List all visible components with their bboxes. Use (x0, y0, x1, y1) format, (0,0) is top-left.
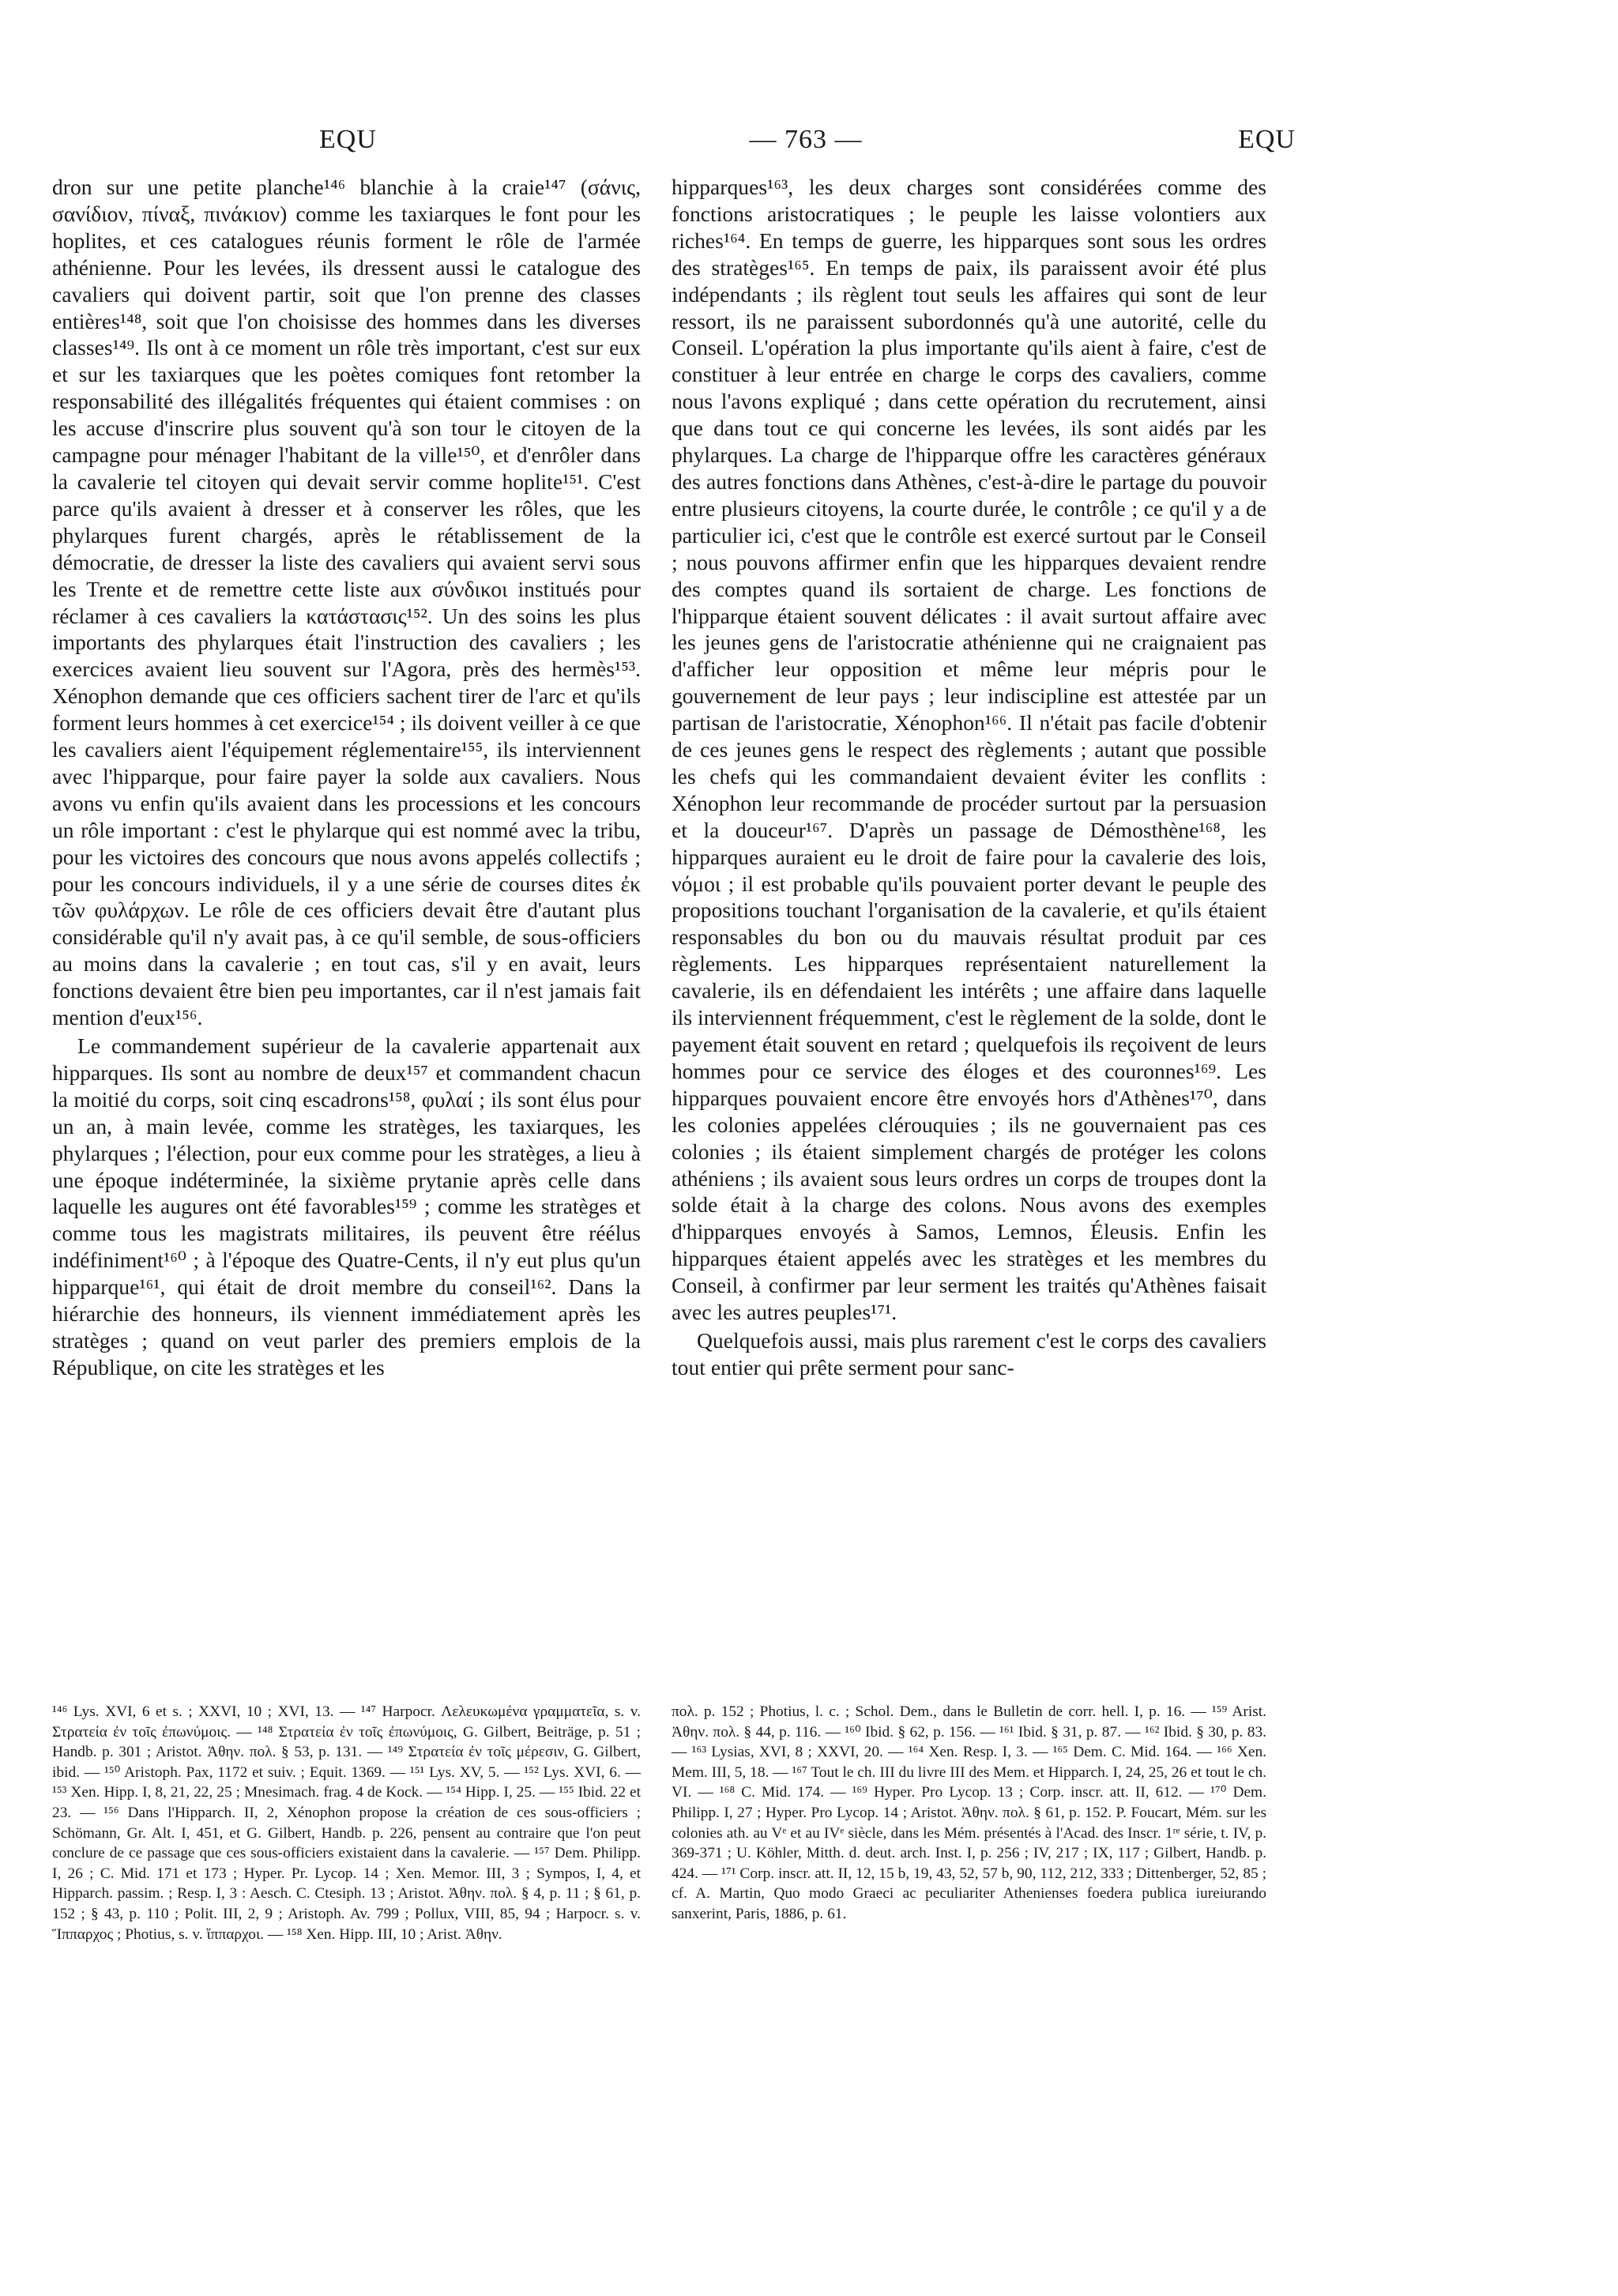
header-left-keyword: EQU (319, 125, 377, 154)
left-column (52, 174, 641, 1381)
body-paragraph: hipparques¹⁶³, les deux charges sont considérées comme des fonctions aristocratiques ; le peuple les laisse volontiers aux riches¹⁶⁴. En temps de guerre, les hipparques sont sous les ordres des stratèges¹⁶⁵. En temps de paix, ils paraissent avoir été plus indépendants ; ils règlent tout seuls les affaires qui sont de leur ressort, ils ne paraissent subordonnés qu'à une autorité, celle du Conseil. L'opération la plus importante qu'ils aient à faire, c'est de constituer à leur entrée en charge le corps des cavaliers, comme nous l'avons expliqué ; dans cette opération du recrutement, ainsi que dans tout ce qui concerne les levées, ils sont aidés par les phylarques. La charge de l'hipparque offre les caractères généraux des autres fonctions dans Athènes, c'est-à-dire le partage du pouvoir entre plusieurs citoyens, la courte durée, le contrôle ; ce qu'il y a de particulier ici, c'est que le contrôle est exercé surtout par le Conseil ; nous pouvons affirmer enfin que les hipparques devaient rendre des comptes quand ils sortaient de charge. Les fonctions de l'hipparque étaient souvent délicates : il avait surtout affaire avec les jeunes gens de l'aristocratie athénienne qui ne craignaient pas d'afficher leur opposition et même leur mépris pour le gouvernement de leur pays ; leur indiscipline est attestée par un partisan de l'aristocratie, Xénophon¹⁶⁶. Il n'était pas facile d'obtenir de ces jeunes gens le respect des règlements ; autant que possible les chefs qui les commandaient devaient éviter les conflits : Xénophon leur recommande de procéder surtout par la persuasion et la douceur¹⁶⁷. D'après un passage de Démosthène¹⁶⁸, les hipparques auraient eu le droit de faire pour la cavalerie des lois, νόμοι ; il est probable qu'ils pouvaient porter devant le peuple des propositions touchant l'organisation de la cavalerie, et qu'ils étaient responsables du bon ou du mauvais résultat produit par ces règlements. Les hipparques représentaient naturellement la cavalerie, ils en défendaient les intérêts ; une affaire dans laquelle ils interviennent fréquemment, c'est le règlement de la solde, dont le payement était souvent en retard ; quelquefois ils reçoivent de leurs hommes pour ce service des éloges et des couronnes¹⁶⁹. Les hipparques pouvaient encore être envoyés hors d'Athènes¹⁷⁰, dans les colonies appelées clérouquies ; ils ne gouvernaient pas ces colonies ; ils étaient simplement chargés de protéger les colons athéniens ; ils avaient sous leurs ordres un corps de troupes dont la solde était à la charge des colons. Nous avons des exemples d'hipparques envoyés à Samos, Lemnos, Éleusis. Enfin les hipparques étaient appelés avec les stratèges et les membres du Conseil, à confirmer par leur serment les traités qu'Athènes faisait avec les autres peuples¹⁷¹. (672, 175, 1266, 1325)
footnotes-right: πολ. p. 152 ; Photius, l. c. ; Schol. Dem., dans le Bulletin de corr. hell. I, p. 16. — ¹⁵⁹ Arist. Ἀθην. πολ. § 44, p. 116. — ¹⁶⁰ Ibid. § 62, p. 156. — ¹⁶¹ Ibid. § 31, p. 87. — ¹⁶² Ibid. § 30, p. 83. — ¹⁶³ Lysias, XVI, 8 ; XXVI, 20. — ¹⁶⁴ Xen. Resp. I, 3. — ¹⁶⁵ Dem. C. Mid. 164. — ¹⁶⁶ Xen. Mem. III, 5, 18. — ¹⁶⁷ Tout le ch. III du livre III des Mem. et Hipparch. I, 24, 25, 26 et tout le ch. VI. — ¹⁶⁸ C. Mid. 174. — ¹⁶⁹ Hyper. Pro Lycop. 13 ; Corp. inscr. att. II, 612. — ¹⁷⁰ Dem. Philipp. I, 27 ; Hyper. Pro Lycop. 14 ; Aristot. Ἀθην. πολ. § 61, p. 152. P. Foucart, Mém. sur les colonies ath. au Vᵉ et au IVᵉ siècle, dans les Mém. présentés à l'Acad. des Inscr. 1ʳᵉ série, t. IV, p. 369-371 ; U. Köhler, Mitth. d. deut. arch. Inst. I, p. 256 ; IV, 217 ; IX, 117 ; Gilbert, Handb. p. 424. — ¹⁷¹ Corp. inscr. att. II, 12, 15 b, 19, 43, 52, 57 b, 90, 112, 212, 333 ; Dittenberger, 52, 85 ; cf. A. Martin, Quo modo Graeci ac peculiariter Athenienses foedera publica iureiurando sanxerint, Paris, 1886, p. 61. (672, 1703, 1266, 1922)
body-paragraph: dron sur une petite planche¹⁴⁶ blanchie à la craie¹⁴⁷ (σάνις, σανίδιον, πίναξ, πινάκιον) comme les taxiarques le font pour les hoplites, et ces catalogues réunis forment le rôle de l'armée athénienne. Pour les levées, ils dressent aussi le catalogue des cavaliers qui doivent partir, soit que l'on prenne des classes entières¹⁴⁸, soit que l'on choisisse des hommes dans les diverses classes¹⁴⁹. Ils ont à ce moment un rôle très important, c'est sur eux et sur les taxiarques que les poètes comiques font retomber la responsabilité des illégalités fréquentes qui étaient commises : on les accuse d'inscrire plus souvent qu'à son tour le citoyen de la campagne pour ménager l'habitant de la ville¹⁵⁰, et d'enrôler dans la cavalerie tel citoyen qui devait servir comme hoplite¹⁵¹. C'est parce qu'ils avaient à dresser et à conserver les rôles, que les phylarques furent chargés, après le rétablissement de la démocratie, de dresser la liste des cavaliers qui avaient servi sous les Trente et de remettre cette liste aux σύνδικοι institués pour réclamer à ces cavaliers la κατάστασις¹⁵². Un des soins les plus importants des phylarques était l'instruction des cavaliers ; les exercices avaient lieu souvent sur l'Agora, près des hermès¹⁵³. Xénophon demande que ces officiers sachent tirer de l'arc et qu'ils forment leurs hommes à cet exercice¹⁵⁴ ; ils doivent veiller à ce que les cavaliers aient l'équipement réglementaire¹⁵⁵, ils interviennent avec l'hipparque, pour faire payer la solde aux cavaliers. Nous avons vu enfin qu'ils avaient dans les processions et les concours un rôle important : c'est le phylarque qui est nommé avec la tribu, pour les victoires des concours que nous avons appelés collectifs ; pour les concours individuels, il y a une série de courses dites ἐκ τῶν φυλάρχων. Le rôle de ces officiers devait être d'autant plus considérable qu'il n'y avait pas, à ce qu'il semble, de sous-officiers au moins dans la cavalerie ; en tout cas, s'il y en avait, leurs fonctions devaient être bien peu importantes, car il n'est jamais fait mention d'eux¹⁵⁶. (52, 175, 641, 1030)
header-right-keyword: EQU (1238, 125, 1296, 154)
body-paragraph: Le commandement supérieur de la cavalerie appartenait aux hipparques. Ils sont au nombre de deux¹⁵⁷ et commandent chacun la moitié du corps, soit cinq escadrons¹⁵⁸, φυλαί ; ils sont élus pour un an, à main levée, comme les stratèges, les taxiarques, les phylarques ; l'élection, pour eux comme pour les stratèges, a lieu à une époque indéterminée, la sixième prytanie après celle dans laquelle les augures ont été favorables¹⁵⁹ ; comme les stratèges et comme tous les magistrats militaires, ils peuvent être réélus indéfiniment¹⁶⁰ ; à l'époque des Quatre-Cents, il n'y eut plus qu'un hipparque¹⁶¹, qui était de droit membre du conseil¹⁶². Dans la hiérarchie des honneurs, ils viennent immédiatement après les stratèges ; quand on veut parler des premiers emplois de la République, on cite les stratèges et les (52, 1033, 641, 1379)
right-column (672, 174, 1266, 1381)
page-number: — 763 — (749, 125, 863, 154)
running-head (316, 125, 1296, 164)
footnotes-left: ¹⁴⁶ Lys. XVI, 6 et s. ; XXVI, 10 ; XVI, 13. — ¹⁴⁷ Harpocr. Λελευκωμένα γραμματεῖα, s. v. Στρατεία ἐν τοῖς ἐπωνύμοις. — ¹⁴⁸ Στρατεία ἐν τοῖς ἐπωνύμοις, G. Gilbert, Beiträge, p. 51 ; Handb. p. 301 ; Aristot. Ἀθην. πολ. § 53, p. 131. — ¹⁴⁹ Στρατεία ἐν τοῖς μέρεσιν, G. Gilbert, ibid. — ¹⁵⁰ Aristoph. Pax, 1172 et suiv. ; Equit. 1369. — ¹⁵¹ Lys. XV, 5. — ¹⁵² Lys. XVI, 6. — ¹⁵³ Xen. Hipp. I, 8, 21, 22, 25 ; Mnesimach. frag. 4 de Kock. — ¹⁵⁴ Hipp. I, 25. — ¹⁵⁵ Ibid. 22 et 23. — ¹⁵⁶ Dans l'Hipparch. II, 2, Xénophon propose la création de ces sous-officiers ; Schömann, Gr. Alt. I, 451, et G. Gilbert, Handb. p. 226, pensent au contraire que l'on peut conclure de ce passage que ces sous-officiers existaient dans la cavalerie. — ¹⁵⁷ Dem. Philipp. I, 26 ; C. Mid. 171 et 173 ; Hyper. Pr. Lycop. 14 ; Xen. Memor. III, 3 ; Sympos, I, 4, et Hipparch. passim. ; Resp. I, 3 : Aesch. C. Ctesiph. 13 ; Aristot. Ἀθην. πολ. § 4, p. 11 ; § 61, p. 152 ; § 43, p. 110 ; Polit. III, 2, 9 ; Aristoph. Av. 799 ; Pollux, VIII, 85, 94 ; Harpocr. s. v. Ἵππαρχος ; Photius, s. v. ἵππαρχοι. — ¹⁵⁸ Xen. Hipp. III, 10 ; Arist. Ἀθην. (52, 1703, 641, 1943)
body-paragraph: Quelquefois aussi, mais plus rarement c'est le corps des cavaliers tout entier qui prête serment pour sanc- (672, 1327, 1266, 1379)
